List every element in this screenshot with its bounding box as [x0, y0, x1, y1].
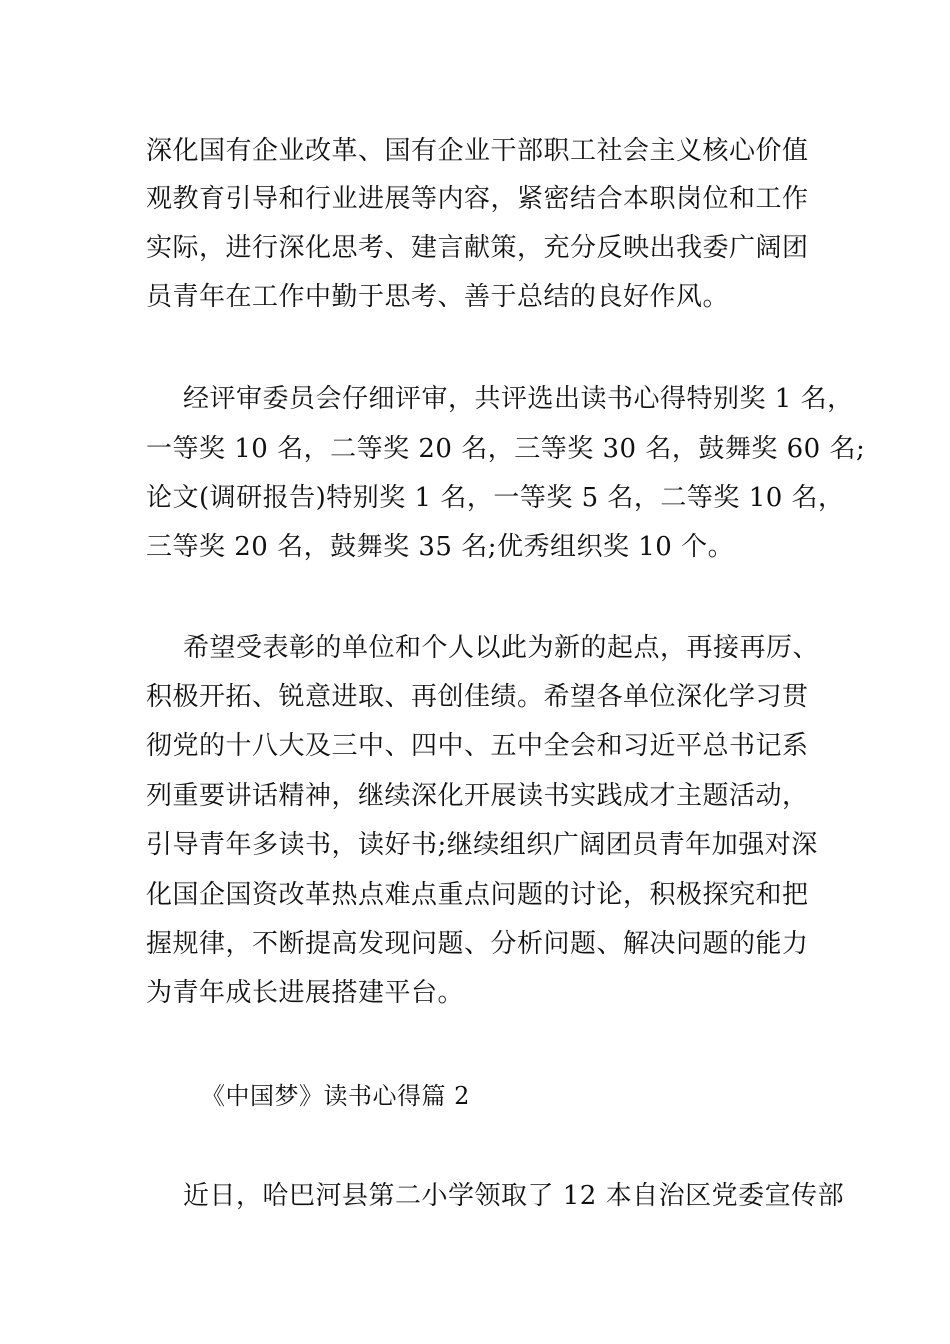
paragraph-line: 三等奖 20 名，鼓舞奖 35 名;优秀组织奖 10 个。	[146, 532, 735, 562]
paragraph-line: 近日，哈巴河县第二小学领取了 12 本自治区党委宣传部	[183, 1181, 845, 1211]
section-heading: 《中国梦》读书心得篇 2	[201, 1082, 470, 1110]
paragraph-line: 握规律，不断提高发现问题、分析问题、解决问题的能力	[146, 929, 809, 959]
paragraph-line: 彻党的十八大及三中、四中、五中全会和习近平总书记系	[146, 731, 809, 761]
paragraph-line: 论文(调研报告)特别奖 1 名，一等奖 5 名，二等奖 10 名，	[146, 483, 845, 513]
paragraph-line: 经评审委员会仔细评审，共评选出读书心得特别奖 1 名，	[183, 384, 854, 414]
paragraph-line: 化国企国资改革热点难点重点问题的讨论，积极探究和把	[146, 880, 809, 910]
paragraph-line: 员青年在工作中勤于思考、善于总结的良好作风。	[146, 282, 730, 312]
paragraph-line: 引导青年多读书，读好书;继续组织广阔团员青年加强对深	[146, 830, 818, 860]
paragraph-line: 一等奖 10 名，二等奖 20 名，三等奖 30 名，鼓舞奖 60 名;	[146, 434, 866, 464]
paragraph-line: 列重要讲话精神，继续深化开展读书实践成才主题活动，	[146, 781, 809, 811]
paragraph-line: 为青年成长进展搭建平台。	[146, 978, 465, 1008]
paragraph-line: 深化国有企业改革、国有企业干部职工社会主义核心价值	[146, 136, 809, 166]
paragraph-line: 希望受表彰的单位和个人以此为新的起点，再接再厉、	[183, 633, 820, 663]
paragraph-line: 积极开拓、锐意进取、再创佳绩。希望各单位深化学习贯	[146, 682, 809, 712]
paragraph-line: 观教育引导和行业进展等内容，紧密结合本职岗位和工作	[146, 184, 809, 214]
paragraph-line: 实际，进行深化思考、建言献策，充分反映出我委广阔团	[146, 233, 809, 263]
